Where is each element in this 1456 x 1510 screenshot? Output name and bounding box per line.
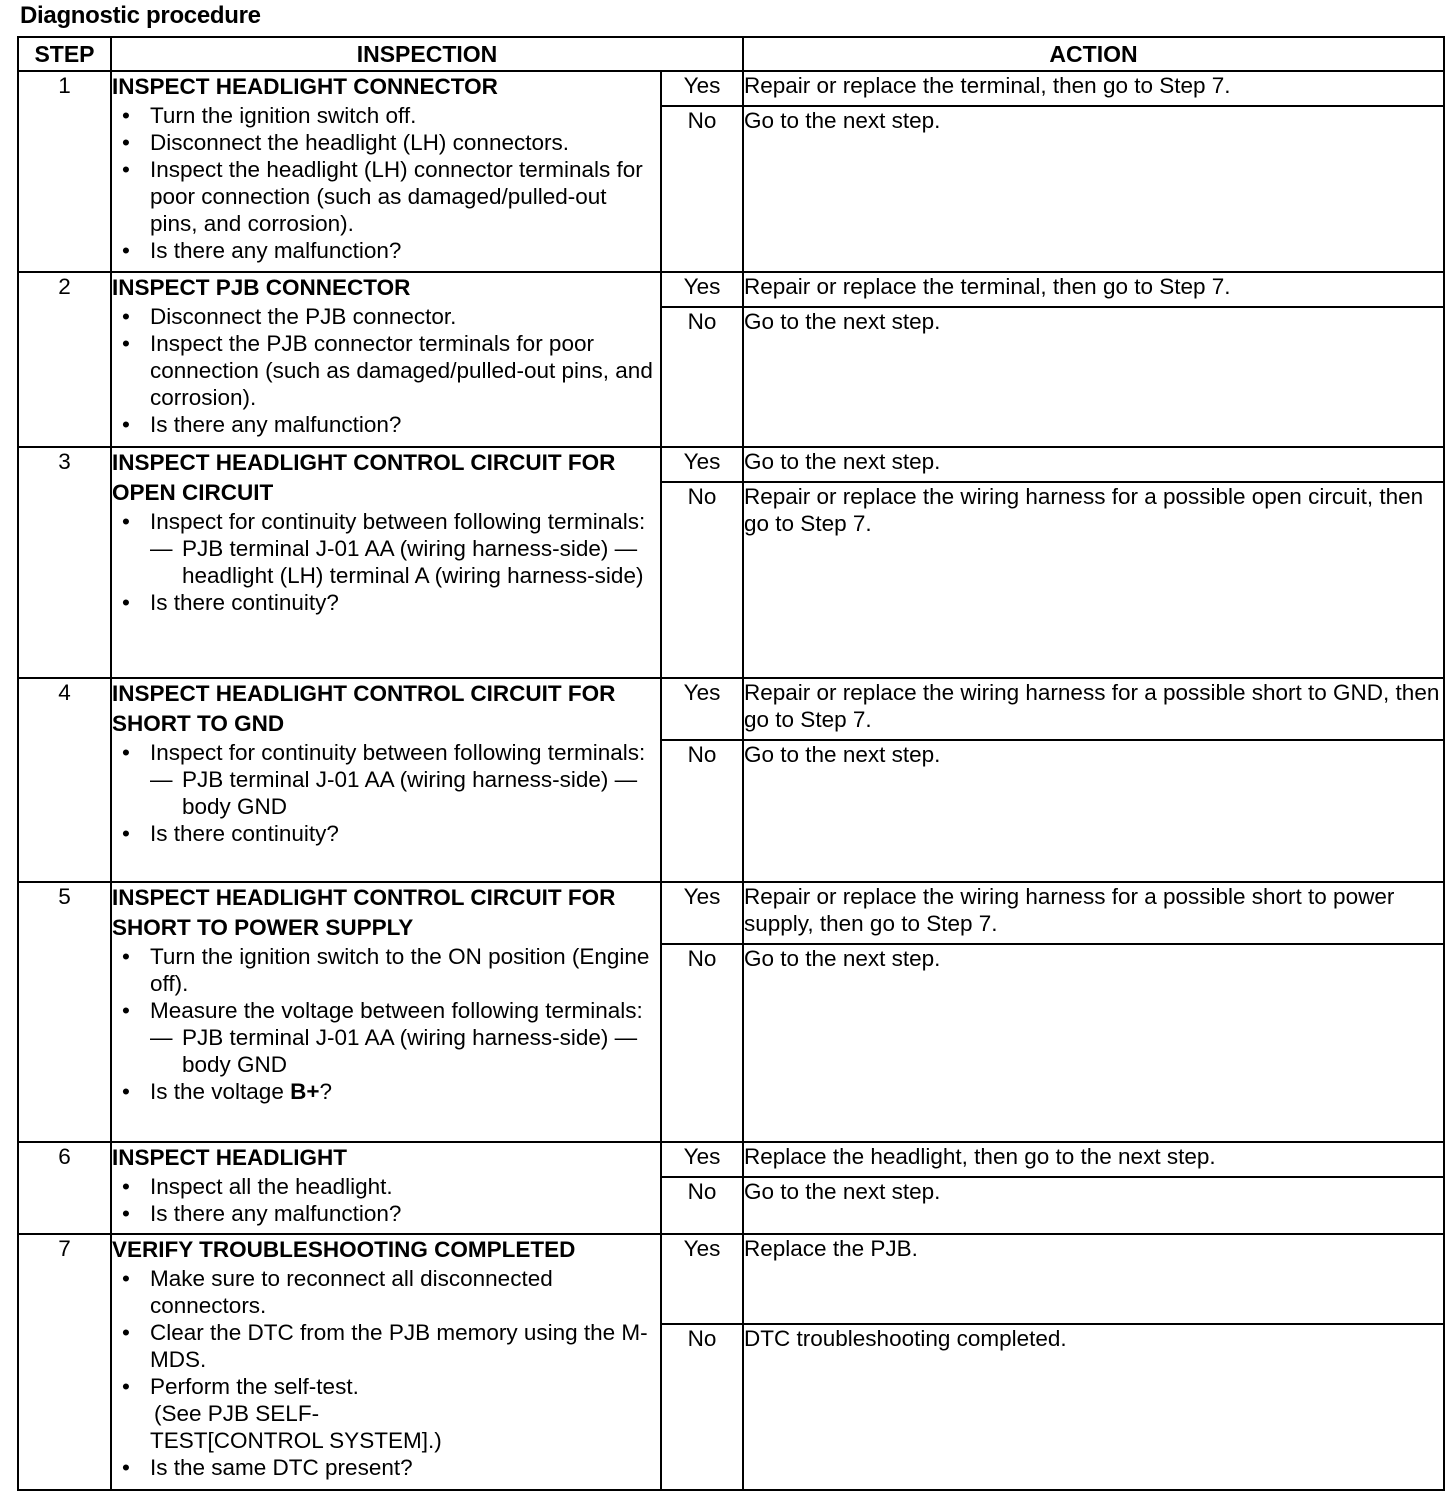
- no-action: Repair or replace the wiring harness for a possible open circuit, then go to Step 7.: [743, 482, 1444, 678]
- inspection-title: INSPECT HEADLIGHT CONTROL CIRCUIT FOR OPEN CIRCUIT: [112, 450, 616, 505]
- yes-label: Yes: [661, 882, 743, 944]
- yes-label: Yes: [661, 71, 743, 106]
- no-label: No: [661, 106, 743, 272]
- no-label: No: [661, 307, 743, 447]
- terminal-pair-text: PJB terminal J-01 AA (wiring harness-side) — headlight (LH) terminal A (wiring harness-side): [182, 536, 644, 588]
- dash-mark: —: [150, 536, 173, 561]
- table-row: [18, 272, 1444, 307]
- inspection-bullet: • Is the same DTC present?: [112, 1454, 660, 1481]
- inspection-cell: [111, 272, 661, 447]
- no-label: No: [661, 740, 743, 882]
- inspection-bullet: [112, 1078, 660, 1105]
- yes-action: Replace the PJB.: [743, 1234, 1444, 1324]
- table-row: [18, 1142, 1444, 1177]
- step-number: 6: [18, 1142, 111, 1234]
- inspection-title: INSPECT HEADLIGHT CONNECTOR: [112, 74, 498, 99]
- voltage-question-pre: Is the voltage: [150, 1079, 291, 1104]
- inspection-bullet-text: • Measure the voltage between following terminals:: [150, 998, 643, 1023]
- inspection-title: INSPECT HEADLIGHT CONTROL CIRCUIT FOR SHORT TO POWER SUPPLY: [112, 885, 616, 940]
- inspection-cell: [111, 447, 661, 678]
- inspection-bullet: • Make sure to reconnect all disconnected connectors.: [112, 1265, 660, 1319]
- inspection-bullet-text: • Perform the self-test.: [150, 1374, 359, 1399]
- no-action: Go to the next step.: [743, 740, 1444, 882]
- no-label: No: [661, 1177, 743, 1234]
- terminal-pair: [150, 766, 660, 820]
- header-inspection: INSPECTION: [111, 37, 743, 71]
- header-step: STEP: [18, 37, 111, 71]
- table-row: [18, 71, 1444, 106]
- no-action: Go to the next step.: [743, 944, 1444, 1142]
- step-number: 1: [18, 71, 111, 272]
- self-test-reference: (See PJB SELF-: [154, 1401, 320, 1426]
- step-number: 4: [18, 678, 111, 882]
- yes-action: Repair or replace the wiring harness for a possible short to GND, then go to Step 7.: [743, 678, 1444, 740]
- no-label: No: [661, 1324, 743, 1490]
- self-test-reference: TEST[CONTROL SYSTEM].): [150, 1428, 442, 1453]
- yes-label: Yes: [661, 1234, 743, 1324]
- no-action: Go to the next step.: [743, 106, 1444, 272]
- yes-action: Repair or replace the terminal, then go to Step 7.: [743, 71, 1444, 106]
- inspection-bullet: • Inspect all the headlight.: [112, 1173, 660, 1200]
- inspection-cell: [111, 678, 661, 882]
- inspection-title: VERIFY TROUBLESHOOTING COMPLETED: [112, 1237, 576, 1262]
- inspection-bullet: [112, 508, 660, 589]
- voltage-value: B+: [290, 1079, 320, 1104]
- inspection-bullet: • Is there continuity?: [112, 589, 660, 616]
- yes-label: Yes: [661, 272, 743, 307]
- inspection-bullet: [112, 739, 660, 820]
- yes-label: Yes: [661, 1142, 743, 1177]
- no-action: DTC troubleshooting completed.: [743, 1324, 1444, 1490]
- inspection-bullet: • Is there any malfunction?: [112, 237, 660, 264]
- terminal-pair-text: PJB terminal J-01 AA (wiring harness-side) — body GND: [182, 767, 638, 819]
- inspection-bullet: • Disconnect the PJB connector.: [112, 303, 660, 330]
- step-number: 7: [18, 1234, 111, 1490]
- inspection-cell: [111, 1142, 661, 1234]
- inspection-bullet: • Is there any malfunction?: [112, 411, 660, 438]
- page-title: Diagnostic procedure: [20, 2, 261, 29]
- inspection-bullet: • Inspect the PJB connector terminals for poor connection (such as damaged/pulled-out pins, and corrosion).: [112, 330, 660, 411]
- inspection-bullet: • Turn the ignition switch off.: [112, 102, 660, 129]
- inspection-bullet: • Is there any malfunction?: [112, 1200, 660, 1227]
- yes-action: Go to the next step.: [743, 447, 1444, 482]
- voltage-question-post: ?: [319, 1079, 332, 1104]
- table-row: [18, 1234, 1444, 1324]
- no-label: No: [661, 482, 743, 678]
- inspection-bullet: • Disconnect the headlight (LH) connectors.: [112, 129, 660, 156]
- inspection-bullet: • Inspect the headlight (LH) connector terminals for poor connection (such as damaged/pulled-out pins, and corrosion).: [112, 156, 660, 237]
- table-row: [18, 678, 1444, 740]
- inspection-bullet-text: • Inspect for continuity between following terminals:: [150, 740, 646, 765]
- yes-action: Replace the headlight, then go to the next step.: [743, 1142, 1444, 1177]
- no-action: Go to the next step.: [743, 1177, 1444, 1234]
- inspection-title: INSPECT PJB CONNECTOR: [112, 275, 411, 300]
- inspection-bullet: • Turn the ignition switch to the ON position (Engine off).: [112, 943, 660, 997]
- yes-action: Repair or replace the terminal, then go to Step 7.: [743, 272, 1444, 307]
- inspection-cell: [111, 1234, 661, 1490]
- inspection-bullet: • Clear the DTC from the PJB memory using the M-MDS.: [112, 1319, 660, 1373]
- yes-action: Repair or replace the wiring harness for a possible short to power supply, then go to Step 7.: [743, 882, 1444, 944]
- table-row: [18, 447, 1444, 482]
- inspection-bullet: [112, 1373, 660, 1454]
- inspection-cell: [111, 71, 661, 272]
- step-number: 3: [18, 447, 111, 678]
- step-number: 2: [18, 272, 111, 447]
- terminal-pair: [150, 1024, 660, 1078]
- terminal-pair: [150, 535, 660, 589]
- inspection-bullet-text: • Inspect for continuity between following terminals:: [150, 509, 646, 534]
- inspection-cell: [111, 882, 661, 1142]
- inspection-title: INSPECT HEADLIGHT: [112, 1145, 348, 1170]
- no-action: Go to the next step.: [743, 307, 1444, 447]
- table-row: [18, 882, 1444, 944]
- dash-mark: —: [150, 1025, 173, 1050]
- inspection-title: INSPECT HEADLIGHT CONTROL CIRCUIT FOR SHORT TO GND: [112, 681, 616, 736]
- no-label: No: [661, 944, 743, 1142]
- yes-label: Yes: [661, 678, 743, 740]
- header-action: ACTION: [743, 37, 1444, 71]
- terminal-pair-text: PJB terminal J-01 AA (wiring harness-side) — body GND: [182, 1025, 638, 1077]
- yes-label: Yes: [661, 447, 743, 482]
- table-header-row: [18, 37, 1444, 71]
- diagnostic-table: [17, 36, 1445, 1491]
- dash-mark: —: [150, 767, 173, 792]
- inspection-bullet: • Is there continuity?: [112, 820, 660, 847]
- inspection-bullet: [112, 997, 660, 1078]
- step-number: 5: [18, 882, 111, 1142]
